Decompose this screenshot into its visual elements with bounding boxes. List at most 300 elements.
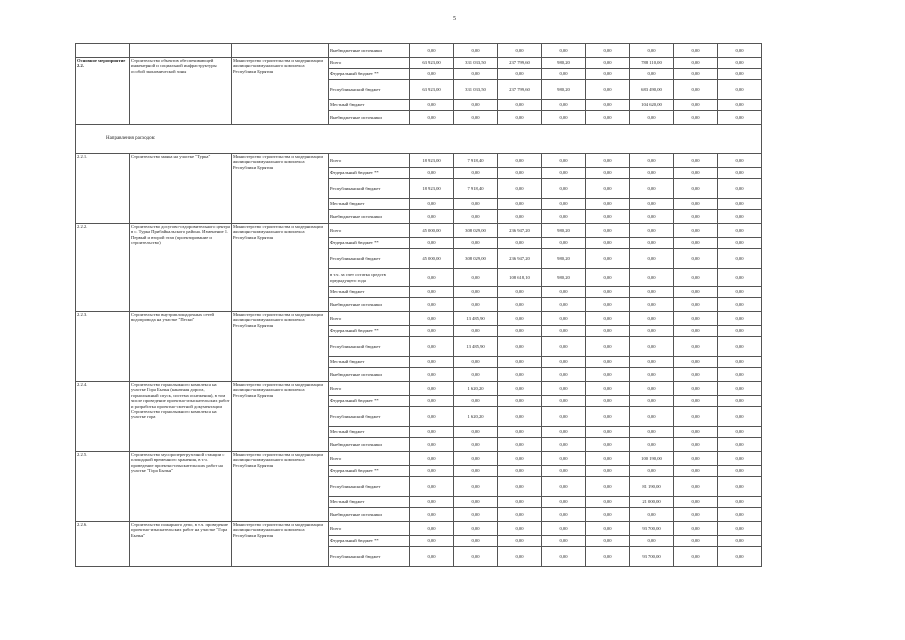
table-body <box>76 44 762 567</box>
amount-cell: 0,00 <box>586 100 630 111</box>
amount-cell: 0,00 <box>718 210 762 224</box>
amount-cell: 0,00 <box>542 100 586 111</box>
amount-cell: 0,00 <box>586 69 630 80</box>
amount-cell: 0,00 <box>674 536 718 547</box>
amount-cell: 0,00 <box>410 337 454 357</box>
funding-source: Местный бюджет <box>329 497 410 508</box>
funding-source: Внебюджетные источники <box>329 438 410 452</box>
measure-exec: Министерство строительства и модернизации жилищно-коммунального комплекса Республики Бурятия <box>232 522 329 567</box>
amount-cell: 0,00 <box>542 199 586 210</box>
amount-cell: 0,00 <box>586 224 630 238</box>
amount-cell: 7 918,40 <box>454 154 498 168</box>
amount-cell: 0,00 <box>586 382 630 396</box>
amount-cell: 0,00 <box>674 452 718 466</box>
amount-cell: 0,00 <box>674 168 718 179</box>
amount-cell: 0,00 <box>718 337 762 357</box>
amount-cell: 0,00 <box>718 357 762 368</box>
page-number: 5 <box>453 16 456 22</box>
amount-cell: 0,00 <box>586 477 630 497</box>
funding-source: Республиканский бюджет <box>329 547 410 567</box>
amount-cell: 0,00 <box>542 477 586 497</box>
amount-cell: 0,00 <box>630 508 674 522</box>
amount-cell: 0,00 <box>410 382 454 396</box>
amount-cell: 63 923,00 <box>410 80 454 100</box>
funding-source: Федеральный бюджет ** <box>329 69 410 80</box>
amount-cell: 0,00 <box>586 312 630 326</box>
funding-source: Местный бюджет <box>329 199 410 210</box>
funding-source: Внебюджетные источники <box>329 210 410 224</box>
amount-cell: 0,00 <box>410 238 454 249</box>
amount-cell: 0,00 <box>674 312 718 326</box>
amount-cell: 0,00 <box>674 368 718 382</box>
amount-cell: 0,00 <box>718 407 762 427</box>
amount-cell: 0,00 <box>410 396 454 407</box>
amount-cell: 0,00 <box>454 396 498 407</box>
amount-cell: 0,00 <box>630 326 674 337</box>
amount-cell: 0,00 <box>542 536 586 547</box>
amount-cell: 0,00 <box>630 69 674 80</box>
funding-source: Федеральный бюджет ** <box>329 396 410 407</box>
amount-cell: 0,00 <box>542 337 586 357</box>
amount-cell: 0,00 <box>542 438 586 452</box>
amount-cell: 0,00 <box>718 312 762 326</box>
funding-source: Всего <box>329 312 410 326</box>
funding-source: Федеральный бюджет ** <box>329 536 410 547</box>
amount-cell: 237 799,60 <box>498 80 542 100</box>
amount-cell: 0,00 <box>542 287 586 298</box>
amount-cell: 331 033,50 <box>454 80 498 100</box>
measure-name: Строительство горнолыжного комплекса на участке Гора Бычья (канатная дорога, горнолыжный спуск, система оснежения), в том числе проведение проектно-изыскательских работ и разработка проектно-сметной документации Строительство горнолыжного комплекса на участке гора <box>130 382 232 452</box>
amount-cell: 0,00 <box>410 368 454 382</box>
amount-cell: 0,00 <box>586 508 630 522</box>
amount-cell: 0,00 <box>718 536 762 547</box>
amount-cell: 0,00 <box>586 199 630 210</box>
amount-cell: 0,00 <box>498 210 542 224</box>
amount-cell: 0,00 <box>674 298 718 312</box>
amount-cell: 0,00 <box>718 238 762 249</box>
amount-cell: 18 923,00 <box>410 154 454 168</box>
amount-cell: 0,00 <box>630 438 674 452</box>
amount-cell: 0,00 <box>542 522 586 536</box>
amount-cell: 0,00 <box>586 522 630 536</box>
amount-cell: 236 947,20 <box>498 224 542 238</box>
amount-cell: 0,00 <box>498 522 542 536</box>
amount-cell: 0,00 <box>410 199 454 210</box>
amount-cell: 0,00 <box>586 427 630 438</box>
budget-table <box>75 43 762 567</box>
amount-cell: 980,20 <box>542 224 586 238</box>
amount-cell: 0,00 <box>718 298 762 312</box>
amount-cell: 0,00 <box>454 326 498 337</box>
amount-cell: 0,00 <box>674 438 718 452</box>
amount-cell: 0,00 <box>630 407 674 427</box>
section-header: Направления расходов: <box>76 125 762 154</box>
amount-cell: 0,00 <box>410 69 454 80</box>
amount-cell: 0,00 <box>410 522 454 536</box>
measure-name: Строительство объектов обеспечивающей инженерной и социальной инфраструктуры особой экономической зоны <box>130 58 232 125</box>
amount-cell: 0,00 <box>454 168 498 179</box>
amount-cell: 0,00 <box>718 382 762 396</box>
amount-cell: 0,00 <box>718 396 762 407</box>
amount-cell: 0,00 <box>718 477 762 497</box>
table-row <box>76 154 762 168</box>
amount-cell: 0,00 <box>586 466 630 477</box>
amount-cell: 0,00 <box>674 100 718 111</box>
amount-cell: 308 029,00 <box>454 224 498 238</box>
amount-cell: 45 000,00 <box>410 249 454 269</box>
amount-cell: 0,00 <box>674 199 718 210</box>
amount-cell: 980,20 <box>542 249 586 269</box>
amount-cell: 0,00 <box>410 210 454 224</box>
amount-cell: 0,00 <box>674 44 718 58</box>
amount-cell: 0,00 <box>718 58 762 69</box>
amount-cell: 0,00 <box>542 357 586 368</box>
amount-cell: 0,00 <box>542 368 586 382</box>
amount-cell: 0,00 <box>542 427 586 438</box>
amount-cell: 0,00 <box>630 238 674 249</box>
amount-cell: 0,00 <box>718 224 762 238</box>
funding-source: Республиканский бюджет <box>329 477 410 497</box>
amount-cell: 0,00 <box>542 298 586 312</box>
amount-cell: 0,00 <box>718 547 762 567</box>
amount-cell: 0,00 <box>498 199 542 210</box>
amount-cell: 0,00 <box>498 111 542 125</box>
measure-code: 2.2.5. <box>76 452 130 522</box>
amount-cell: 683 490,00 <box>630 80 674 100</box>
amount-cell: 0,00 <box>674 179 718 199</box>
funding-source: в т.ч. за счет остатка средств предыдущего года <box>329 269 410 287</box>
amount-cell: 0,00 <box>498 298 542 312</box>
amount-cell: 0,00 <box>718 44 762 58</box>
amount-cell: 18 923,00 <box>410 179 454 199</box>
amount-cell: 0,00 <box>586 269 630 287</box>
amount-cell: 13 485,90 <box>454 337 498 357</box>
table-row <box>76 312 762 326</box>
amount-cell: 0,00 <box>542 179 586 199</box>
amount-cell: 100 190,00 <box>630 452 674 466</box>
amount-cell: 0,00 <box>542 154 586 168</box>
amount-cell: 0,00 <box>410 44 454 58</box>
funding-source: Республиканский бюджет <box>329 249 410 269</box>
amount-cell: 0,00 <box>542 210 586 224</box>
amount-cell: 0,00 <box>454 522 498 536</box>
amount-cell: 0,00 <box>498 69 542 80</box>
amount-cell: 0,00 <box>718 269 762 287</box>
amount-cell: 0,00 <box>454 547 498 567</box>
amount-cell: 0,00 <box>542 168 586 179</box>
amount-cell: 0,00 <box>674 238 718 249</box>
amount-cell: 0,00 <box>586 407 630 427</box>
amount-cell: 0,00 <box>718 522 762 536</box>
funding-source: Всего <box>329 224 410 238</box>
amount-cell: 0,00 <box>498 357 542 368</box>
amount-cell: 0,00 <box>718 452 762 466</box>
table-row <box>76 382 762 396</box>
amount-cell: 0,00 <box>718 438 762 452</box>
amount-cell: 0,00 <box>454 497 498 508</box>
amount-cell: 0,00 <box>630 179 674 199</box>
amount-cell: 0,00 <box>410 269 454 287</box>
amount-cell: 0,00 <box>674 477 718 497</box>
amount-cell: 0,00 <box>630 44 674 58</box>
amount-cell: 1 620,20 <box>454 407 498 427</box>
funding-source: Федеральный бюджет ** <box>329 238 410 249</box>
amount-cell: 0,00 <box>718 508 762 522</box>
amount-cell: 0,00 <box>586 536 630 547</box>
amount-cell: 980,20 <box>542 58 586 69</box>
amount-cell: 0,00 <box>718 287 762 298</box>
amount-cell: 0,00 <box>454 508 498 522</box>
funding-source: Внебюджетные источники <box>329 111 410 125</box>
amount-cell: 0,00 <box>410 111 454 125</box>
amount-cell: 0,00 <box>498 547 542 567</box>
amount-cell: 0,00 <box>542 497 586 508</box>
amount-cell: 0,00 <box>630 111 674 125</box>
amount-cell: 0,00 <box>674 210 718 224</box>
amount-cell: 331 033,50 <box>454 58 498 69</box>
measure-exec: Министерство строительства и модернизации жилищно-коммунального комплекса Республики Бурятия <box>232 312 329 382</box>
amount-cell: 0,00 <box>630 154 674 168</box>
funding-source: Всего <box>329 382 410 396</box>
amount-cell: 0,00 <box>586 298 630 312</box>
amount-cell: 0,00 <box>586 337 630 357</box>
amount-cell: 0,00 <box>498 238 542 249</box>
amount-cell: 0,00 <box>454 368 498 382</box>
amount-cell: 0,00 <box>674 466 718 477</box>
amount-cell: 0,00 <box>718 466 762 477</box>
amount-cell: 0,00 <box>542 312 586 326</box>
amount-cell: 0,00 <box>674 269 718 287</box>
amount-cell: 0,00 <box>674 337 718 357</box>
amount-cell: 0,00 <box>542 547 586 567</box>
amount-cell: 0,00 <box>542 238 586 249</box>
measure-exec: Министерство строительства и модернизации жилищно-коммунального комплекса Республики Бурятия <box>232 58 329 125</box>
amount-cell: 21 000,00 <box>630 497 674 508</box>
amount-cell: 0,00 <box>498 536 542 547</box>
measure-name: Строительство досугово-оздоровительного центра в с. Турка Прибайкальского района. Изменение 1. Первый и второй этап (проектирование и строительство) <box>130 224 232 312</box>
amount-cell: 93 700,00 <box>630 547 674 567</box>
amount-cell: 63 923,00 <box>410 58 454 69</box>
amount-cell: 0,00 <box>498 326 542 337</box>
amount-cell: 108 618,10 <box>498 269 542 287</box>
amount-cell: 0,00 <box>410 427 454 438</box>
amount-cell: 0,00 <box>498 466 542 477</box>
funding-source: Республиканский бюджет <box>329 179 410 199</box>
amount-cell: 0,00 <box>454 100 498 111</box>
amount-cell: 81 190,00 <box>630 477 674 497</box>
amount-cell: 0,00 <box>498 382 542 396</box>
amount-cell: 237 799,60 <box>498 58 542 69</box>
amount-cell: 0,00 <box>454 69 498 80</box>
funding-source: Внебюджетные источники <box>329 298 410 312</box>
amount-cell: 0,00 <box>586 326 630 337</box>
funding-source: Республиканский бюджет <box>329 80 410 100</box>
amount-cell: 104 620,00 <box>630 100 674 111</box>
measure-exec: Министерство строительства и модернизации жилищно-коммунального комплекса Республики Бурятия <box>232 154 329 224</box>
measure-exec: Министерство строительства и модернизации жилищно-коммунального комплекса Республики Бурятия <box>232 452 329 522</box>
amount-cell: 0,00 <box>586 168 630 179</box>
amount-cell: 0,00 <box>454 298 498 312</box>
amount-cell: 0,00 <box>674 287 718 298</box>
amount-cell: 0,00 <box>542 407 586 427</box>
amount-cell: 93 700,00 <box>630 522 674 536</box>
amount-cell: 0,00 <box>630 224 674 238</box>
amount-cell: 236 947,20 <box>498 249 542 269</box>
measure-exec: Министерство строительства и модернизации жилищно-коммунального комплекса Республики Бурятия <box>232 382 329 452</box>
funding-source: Республиканский бюджет <box>329 407 410 427</box>
amount-cell: 0,00 <box>498 154 542 168</box>
amount-cell: 0,00 <box>674 508 718 522</box>
amount-cell: 0,00 <box>498 100 542 111</box>
funding-source: Всего <box>329 154 410 168</box>
measure-code: Основное мероприятие 2.2. <box>76 58 130 125</box>
amount-cell: 0,00 <box>586 44 630 58</box>
amount-cell: 0,00 <box>586 452 630 466</box>
amount-cell: 45 000,00 <box>410 224 454 238</box>
amount-cell: 0,00 <box>674 497 718 508</box>
table-row <box>76 125 762 154</box>
amount-cell: 0,00 <box>498 427 542 438</box>
amount-cell: 0,00 <box>542 326 586 337</box>
amount-cell: 0,00 <box>498 368 542 382</box>
amount-cell: 0,00 <box>630 357 674 368</box>
measure-name: Строительство внутриплощадочных сетей водопровода на участке "Пески" <box>130 312 232 382</box>
amount-cell: 0,00 <box>410 298 454 312</box>
funding-source: Местный бюджет <box>329 357 410 368</box>
amount-cell: 0,00 <box>674 382 718 396</box>
amount-cell: 0,00 <box>586 438 630 452</box>
amount-cell: 0,00 <box>630 199 674 210</box>
funding-source: Федеральный бюджет ** <box>329 326 410 337</box>
amount-cell: 0,00 <box>498 407 542 427</box>
amount-cell: 0,00 <box>454 238 498 249</box>
amount-cell: 308 029,00 <box>454 249 498 269</box>
measure-code: 2.2.4. <box>76 382 130 452</box>
amount-cell: 0,00 <box>586 547 630 567</box>
funding-source: Местный бюджет <box>329 287 410 298</box>
amount-cell: 0,00 <box>630 210 674 224</box>
amount-cell: 0,00 <box>410 477 454 497</box>
amount-cell: 0,00 <box>674 427 718 438</box>
funding-source: Местный бюджет <box>329 427 410 438</box>
amount-cell: 0,00 <box>718 80 762 100</box>
amount-cell: 0,00 <box>454 438 498 452</box>
funding-source: Всего <box>329 58 410 69</box>
amount-cell: 0,00 <box>410 100 454 111</box>
measure-exec: Министерство строительства и модернизации жилищно-коммунального комплекса Республики Бурятия <box>232 224 329 312</box>
amount-cell: 0,00 <box>674 80 718 100</box>
amount-cell: 0,00 <box>674 58 718 69</box>
amount-cell: 0,00 <box>542 452 586 466</box>
amount-cell: 0,00 <box>630 466 674 477</box>
amount-cell: 0,00 <box>410 536 454 547</box>
amount-cell: 0,00 <box>498 438 542 452</box>
measure-code: 2.2.6. <box>76 522 130 567</box>
amount-cell: 0,00 <box>630 168 674 179</box>
amount-cell: 0,00 <box>454 210 498 224</box>
amount-cell: 0,00 <box>586 368 630 382</box>
amount-cell: 980,20 <box>542 269 586 287</box>
measure-code: 2.2.1. <box>76 154 130 224</box>
funding-source: Республиканский бюджет <box>329 337 410 357</box>
amount-cell: 0,00 <box>454 466 498 477</box>
amount-cell: 0,00 <box>498 44 542 58</box>
amount-cell: 0,00 <box>630 298 674 312</box>
amount-cell: 0,00 <box>410 357 454 368</box>
amount-cell: 0,00 <box>630 269 674 287</box>
amount-cell: 0,00 <box>410 168 454 179</box>
amount-cell: 0,00 <box>454 44 498 58</box>
amount-cell: 13 485,90 <box>454 312 498 326</box>
funding-source: Федеральный бюджет ** <box>329 466 410 477</box>
amount-cell: 0,00 <box>542 396 586 407</box>
amount-cell: 0,00 <box>498 452 542 466</box>
amount-cell: 0,00 <box>542 69 586 80</box>
measure-code <box>76 44 130 58</box>
amount-cell: 0,00 <box>674 357 718 368</box>
amount-cell: 0,00 <box>586 497 630 508</box>
amount-cell: 0,00 <box>630 536 674 547</box>
amount-cell: 0,00 <box>630 382 674 396</box>
amount-cell: 0,00 <box>542 44 586 58</box>
amount-cell: 0,00 <box>718 111 762 125</box>
amount-cell: 0,00 <box>586 111 630 125</box>
amount-cell: 0,00 <box>498 337 542 357</box>
amount-cell: 0,00 <box>718 199 762 210</box>
amount-cell: 0,00 <box>410 466 454 477</box>
amount-cell: 0,00 <box>718 168 762 179</box>
funding-source: Федеральный бюджет ** <box>329 168 410 179</box>
amount-cell: 0,00 <box>674 326 718 337</box>
amount-cell: 0,00 <box>718 368 762 382</box>
amount-cell: 0,00 <box>410 508 454 522</box>
table-row <box>76 224 762 238</box>
amount-cell: 7 918,40 <box>454 179 498 199</box>
measure-name: Строительство мусороперегрузочной станции с площадкой временного хранения, в т.ч. проведение проектно-изыскательских работ на участке "Гора Бычья" <box>130 452 232 522</box>
amount-cell: 0,00 <box>498 287 542 298</box>
amount-cell: 0,00 <box>674 249 718 269</box>
amount-cell: 0,00 <box>718 427 762 438</box>
measure-exec <box>232 44 329 58</box>
amount-cell: 980,20 <box>542 80 586 100</box>
amount-cell: 1 620,20 <box>454 382 498 396</box>
funding-source: Местный бюджет <box>329 100 410 111</box>
funding-source: Всего <box>329 522 410 536</box>
amount-cell: 0,00 <box>674 547 718 567</box>
measure-name: Строительство пожарного депо, в т.ч. проведение проектно-изыскательских работ на участке "Гора Бычья" <box>130 522 232 567</box>
table-row <box>76 522 762 536</box>
funding-source: Внебюджетные источники <box>329 44 410 58</box>
amount-cell: 0,00 <box>542 466 586 477</box>
amount-cell: 0,00 <box>718 249 762 269</box>
amount-cell: 0,00 <box>586 210 630 224</box>
amount-cell: 0,00 <box>630 312 674 326</box>
amount-cell: 0,00 <box>542 111 586 125</box>
amount-cell: 0,00 <box>410 497 454 508</box>
measure-name <box>130 44 232 58</box>
amount-cell: 0,00 <box>410 312 454 326</box>
amount-cell: 0,00 <box>718 179 762 199</box>
amount-cell: 0,00 <box>630 249 674 269</box>
amount-cell: 0,00 <box>498 497 542 508</box>
amount-cell: 0,00 <box>410 452 454 466</box>
amount-cell: 0,00 <box>498 396 542 407</box>
table-row <box>76 58 762 69</box>
amount-cell: 788 110,00 <box>630 58 674 69</box>
amount-cell: 0,00 <box>410 438 454 452</box>
measure-code: 2.2.2. <box>76 224 130 312</box>
amount-cell: 0,00 <box>674 111 718 125</box>
